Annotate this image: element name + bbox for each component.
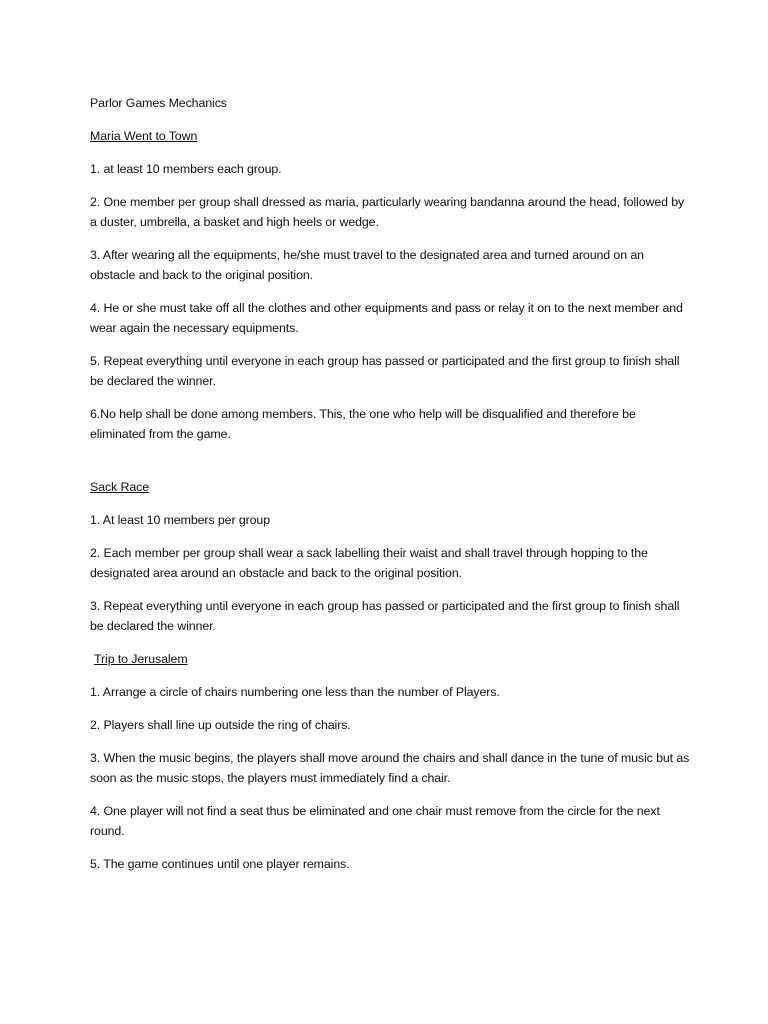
list-item: 2. Players shall line up outside the ring of chairs. — [90, 718, 351, 732]
list-item: 5. The game continues until one player remains. — [90, 857, 350, 871]
list-item: 2. Each member per group shall wear a sack labelling their waist and shall travel through hopping to the designated area around an obstacle and back to the original position. — [90, 546, 648, 580]
list-item: 1. Arrange a circle of chairs numbering one less than the number of Players. — [90, 685, 500, 699]
list-item: 4. He or she must take off all the clothes and other equipments and pass or relay it on to the next member and wear again the necessary equipments. — [90, 301, 683, 335]
list-item: 2. One member per group shall dressed as maria, particularly wearing bandanna around the head, followed by a duster, umbrella, a basket and high heels or wedge. — [90, 195, 685, 229]
list-item: 3. When the music begins, the players shall move around the chairs and shall dance in the tune of music but as soon as the music stops, the players must immediately find a chair. — [90, 751, 690, 785]
list-item: 6.No help shall be done among members. This, the one who help will be disqualified and therefore be eliminated from the game. — [90, 407, 636, 441]
section-heading-maria-went-to-town: Maria Went to Town — [90, 129, 198, 143]
list-item: 4. One player will not find a seat thus be eliminated and one chair must remove from the circle for the next round. — [90, 804, 660, 838]
list-item: 1. at least 10 members each group. — [90, 162, 282, 176]
list-item: 3. Repeat everything until everyone in each group has passed or participated and the first group to finish shall be declared the winner. — [90, 599, 680, 633]
document-body — [90, 93, 690, 887]
list-item: 5. Repeat everything until everyone in each group has passed or participated and the first group to finish shall be declared the winner. — [90, 354, 680, 388]
section-heading-sack-race: Sack Race — [90, 480, 150, 494]
list-item: 3. After wearing all the equipments, he/she must travel to the designated area and turned around on an obstacle and back to the original position. — [90, 248, 644, 282]
list-item: 1. At least 10 members per group — [90, 513, 271, 527]
section-heading-trip-to-jerusalem: Trip to Jerusalem — [94, 652, 188, 666]
document-title: Parlor Games Mechanics — [90, 96, 227, 110]
